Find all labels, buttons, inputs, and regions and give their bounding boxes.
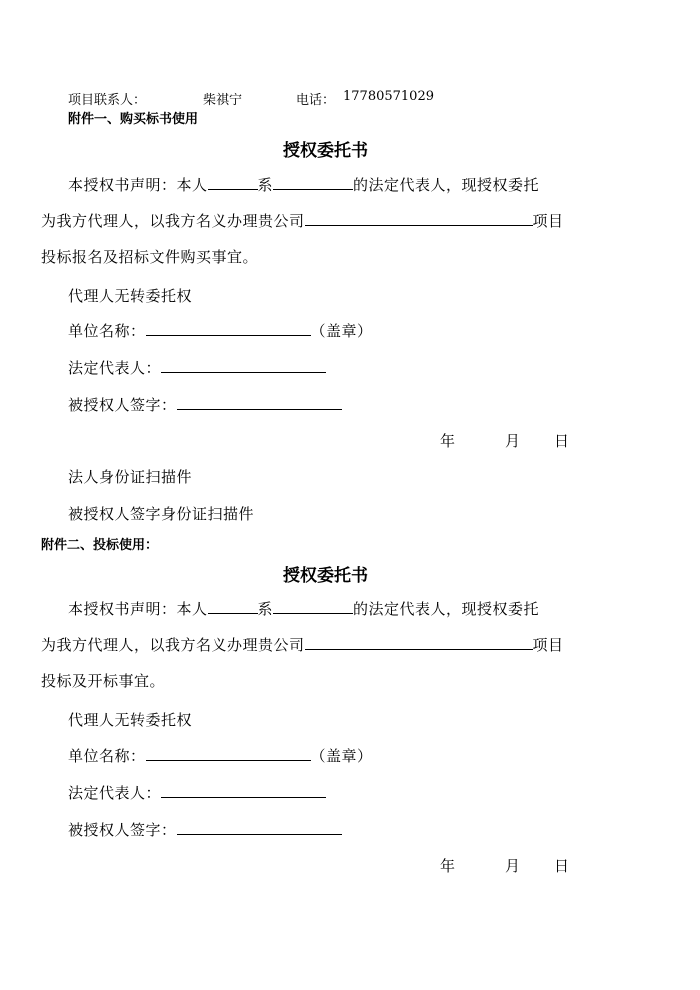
section1-heading: 附件一、购买标书使用 xyxy=(68,112,199,127)
signee-label: 被授权人签字： xyxy=(68,821,177,839)
legal-rep-label: 法定代表人： xyxy=(68,359,162,377)
unit-name-label: 单位名称： xyxy=(68,322,146,340)
contact-name: 柴祺宁 xyxy=(203,93,243,108)
legal-person-id-scan: 法人身份证扫描件 xyxy=(68,468,193,486)
section1-title: 授权委托书 xyxy=(283,141,368,161)
signee-field[interactable] xyxy=(177,820,342,835)
contact-label: 项目联系人： xyxy=(68,93,147,108)
section1-year: 年 xyxy=(440,432,456,450)
section2-year: 年 xyxy=(440,857,456,875)
section2-no-transfer: 代理人无转委托权 xyxy=(68,711,193,729)
section1-day: 日 xyxy=(554,432,570,450)
declaration-text: 本授权书声明：本人 xyxy=(68,176,208,194)
section1-line2 xyxy=(41,210,564,231)
person-name-blank[interactable] xyxy=(208,175,258,190)
signee-label: 被授权人签字： xyxy=(68,396,177,414)
phone-number: 17780571029 xyxy=(343,89,434,104)
company-blank[interactable] xyxy=(273,599,353,614)
section2-day: 日 xyxy=(554,857,570,875)
unit-name-field[interactable] xyxy=(146,321,311,336)
legal-rep-field[interactable] xyxy=(161,783,326,798)
section2-line2 xyxy=(41,634,564,655)
seal-text: （盖章） xyxy=(310,747,373,765)
section2-title: 授权委托书 xyxy=(283,566,368,586)
section1-month: 月 xyxy=(505,432,521,450)
section2-month: 月 xyxy=(505,857,521,875)
section1-legal-rep-row xyxy=(68,357,326,378)
project-text: 项目 xyxy=(532,212,564,230)
section1-line3: 投标报名及招标文件购买事宜。 xyxy=(41,248,259,266)
agent-text: 为我方代理人，以我方名义办理贵公司 xyxy=(41,636,305,654)
agent-text: 为我方代理人，以我方名义办理贵公司 xyxy=(41,212,305,230)
section2-heading: 附件二、投标使用： xyxy=(41,538,159,553)
section2-line1 xyxy=(68,598,539,619)
seal-text: （盖章） xyxy=(310,322,373,340)
section1-no-transfer: 代理人无转委托权 xyxy=(68,287,193,305)
unit-name-field[interactable] xyxy=(146,746,311,761)
signee-id-scan: 被授权人签字身份证扫描件 xyxy=(68,505,255,523)
section2-legal-rep-row xyxy=(68,782,326,803)
legal-rep-text: 的法定代表人，现授权委托 xyxy=(353,176,540,194)
section1-signee-row xyxy=(68,394,342,415)
signee-field[interactable] xyxy=(177,395,342,410)
legal-rep-field[interactable] xyxy=(161,358,326,373)
section1-line1 xyxy=(68,174,539,195)
section2-signee-row xyxy=(68,819,342,840)
declaration-text: 本授权书声明：本人 xyxy=(68,600,208,618)
project-text: 项目 xyxy=(532,636,564,654)
person-name-blank[interactable] xyxy=(208,599,258,614)
of-text: 系 xyxy=(257,176,274,194)
unit-name-label: 单位名称： xyxy=(68,747,146,765)
phone-label: 电话： xyxy=(296,93,336,108)
section2-unit-row xyxy=(68,745,373,766)
project-blank[interactable] xyxy=(305,635,533,650)
section1-unit-row xyxy=(68,320,373,341)
of-text: 系 xyxy=(257,600,274,618)
legal-rep-label: 法定代表人： xyxy=(68,784,162,802)
company-blank[interactable] xyxy=(273,175,353,190)
legal-rep-text: 的法定代表人，现授权委托 xyxy=(353,600,540,618)
section2-line3: 投标及开标事宜。 xyxy=(41,672,166,690)
project-blank[interactable] xyxy=(305,211,533,226)
